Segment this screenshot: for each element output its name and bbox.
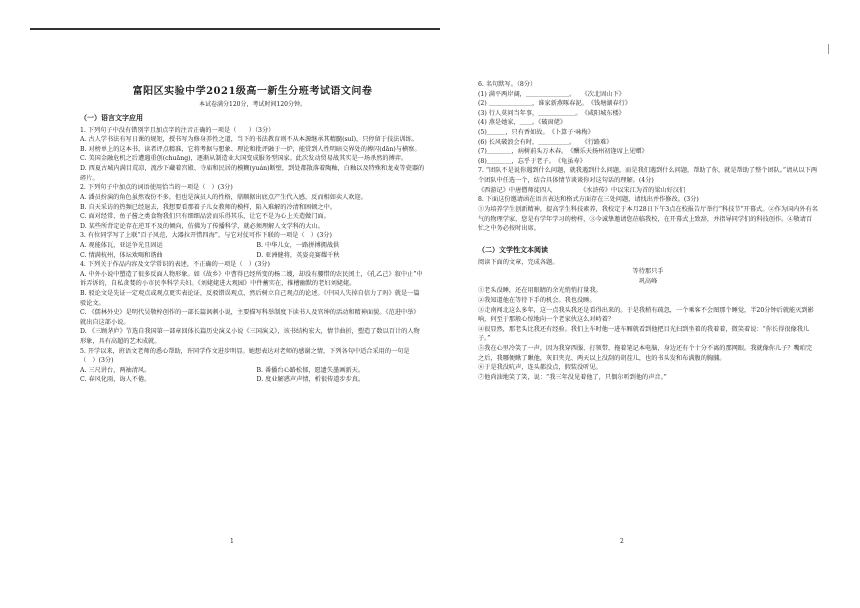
edge-mark xyxy=(828,44,829,54)
question-line: A. 中外小说中塑造了很多反面人物形象。如《故乡》中曹得已经所变的杨二嫂，却没有腰惜的农民闰土，《孔乙己》叙中止”中诉弄诉的，自私贪婪的小市民李科学夫妇。《刘姥姥进大观园》中件蓄实在、推槽幽默的老妇刘姥姥。 xyxy=(80,270,423,288)
q5-option: B. 番播台心路松郁，愿遗失墨画新天。 xyxy=(256,366,364,374)
question-line: C. 面对经常，鱼子酱之类食物我们只有细细品尝而乐得其乐，让它不是为心上关造做门面。 xyxy=(80,213,330,221)
exam-title: 富阳区实验中学2021级高一新生分班考试语文问卷 xyxy=(132,86,373,97)
q6-line: (1) 满平两岸阔，＿＿＿＿＿＿＿。 《次北固山下》 xyxy=(478,90,625,98)
question-line: C. 美国金融危机之后遭遇重创(chuāng)，逐渐从制造业大国变成服务型国家。此次发动贸易战其实是一场杀然的搏弈。 xyxy=(80,155,408,163)
q3-option: C. 情满杭州，体坛欢喝和谐曲 xyxy=(80,251,163,259)
page-number-left: 1 xyxy=(230,538,234,545)
question-line: A. 古人学书法有写日课的规矩，授书写为修身养性之道，当下的书法教育则不从本源继承其精髓(suǐ)，只停留于技法训练。 xyxy=(80,136,418,144)
story-paragraph: ⑥于是我没吭声，连头都没点，假装没听见。 xyxy=(478,364,602,372)
q6-line: (5)＿＿＿，只有香如故。 《卜算子·咏梅》 xyxy=(478,129,594,137)
story-author: 巩高峰 xyxy=(638,277,658,285)
question-line: 1. 下列句子中没有错别字且加点字的注音正确的一项是（ ）（3分） xyxy=(80,126,275,134)
q5-option: C. 春风化雨，诲人不倦。 xyxy=(80,376,151,384)
story-paragraph: ⑦他尚油地笑了笑，说：“我三年没见着他了，只偶尔听到他的声音。” xyxy=(478,373,667,381)
page-number-right: 2 xyxy=(620,538,624,545)
story-paragraph: ⑤我在心里冷笑了一声，因为我穿西服、打领带、拖着笔记本电脑，身边还有个十分不离的那网眼。我就像你儿子？嘴咱完之后，我哪便瞅了瞅他，灰旧夹克、两天以上没刮的胡茬儿，也的书头发和布满腹的胸脯。 xyxy=(478,345,813,362)
reading-intro: 阅读下面的文章，完成各题。 xyxy=(478,258,559,266)
question-line: D. 《三顾茅庐》节选自我国第一部章回体长篇历史演义小说《三国演义》，该书结构宏大，情节曲折，塑造了数以百计的人物形象，具有高超的艺术成就。 xyxy=(80,328,420,346)
story-paragraph: ①老头没睡，还在用眼睛的余光悄悄打量我。 xyxy=(478,287,602,295)
page-left xyxy=(80,80,425,385)
section-heading-2: （二）文学性文本阅读 xyxy=(478,244,548,254)
question-line: 2. 下列句子中加点的词语使用恰当的一项是（ ）(3分) xyxy=(80,184,233,192)
q6-line: (8)＿＿＿＿，忘乎于老子。 《龟虽寿》 xyxy=(478,157,586,165)
q5-options xyxy=(80,366,425,385)
exam-subtitle: 本试卷满分120分，考试时间120分钟。 xyxy=(199,100,306,108)
question-line: C. 《儒林外史》是明代吴敬梓创作的一部长篇讽刺小说，主要描写科举制度下读书人及官绅的活动和精神面貌。《范进中举》就出自这部小说。 xyxy=(80,309,420,326)
q6-line: (4) 燕是她家，＿＿。《破窗佬》 xyxy=(478,119,567,127)
story-title: 等待那只手 xyxy=(632,268,664,276)
q6-line: (2) ＿＿＿＿＿＿＿，谁家新燕啄春泥。 《钱塘湖春行》 xyxy=(478,100,632,108)
question-line: D. 西夏古城内满目荒凉，流沙下藏着宫殿、寺庙和民居的模糊(yuán)断壁，到处都散落着陶釉，白釉以及特殊和龙麦等瓷器的碎片。 xyxy=(80,165,425,182)
question-line: B. 自天采访的热频已经退去，我想要看那着子儿女教师的模样，陷入难解的冷清和困顿之中。 xyxy=(80,203,336,211)
question-line: D. 某些所背定论存在逆耳不及的倾向，仿佛为了传播科学，就必须理解人文学科的大山。 xyxy=(80,222,324,230)
q5-option: D. 度业解惑声声情，析很传道步步真。 xyxy=(256,376,365,384)
q3-option: B. 中华儿女，一路拼搏拥战供 xyxy=(256,241,340,249)
story-paragraph: ②我知道他在等待下手的机会。我也没睡。 xyxy=(478,297,596,305)
question-line: B. 对榜单上的这本书，读者评点精准，它将考据与想象、理论和批评融于一炉，能赏到人性明暗交界处的搏闪(dān)与横察。 xyxy=(80,145,421,153)
question-line: B. 驳论文是先证一定观点或观点更实表论证，反驳错误观点，然后树立自己观点的论述。《中国人失掉自信力了吗》就是一篇驳论文。 xyxy=(80,290,420,307)
q5-option: A. 三尺讲台，两袖清风。 xyxy=(80,366,151,374)
q6-title: 6. 名句默写。（8分） xyxy=(478,81,537,88)
question-line: A. 潘员扮演的角色虽然戏份不多，但也是演员人的性格，鼎顺据出底点产生代入感，反而相如卖人欢迎。 xyxy=(80,193,367,201)
q3-options xyxy=(80,241,425,260)
q3-option: D. 亚洲健将，英姿竞赛耀千秋 xyxy=(256,251,340,259)
q7-books: 《西游记》中唐僧师徒四人 《水浒传》中以宋江为首的梁山好汉们 xyxy=(478,186,686,194)
question-line: 4. 下列关于作品内容及文学常识的表述，不正确的一项是（ ）(3分) xyxy=(80,261,270,269)
page-right xyxy=(478,80,818,383)
q6-line: (3) 行人莫问当年事，＿＿＿＿＿＿。 《咸阳城东楼》 xyxy=(478,109,625,117)
section-heading-1: （一）语言文字应用 xyxy=(80,112,143,122)
q6-line: (6) 长风破浪会有时，＿＿＿＿＿。 《行路难》 xyxy=(478,138,613,146)
q7-text: 7. “团队不是说你遇到什么问题，就我遇到什么问题，而是我们遇到什么问题，帮助了你，就是帮助了整个团队。”请从以下两个团队中任选一个，结合具体情节谈谈你对这句话的理解。(4分) xyxy=(478,167,818,185)
q6-line: (7)＿＿＿＿，病树前头万木春。 《酬乐天扬州初逢席上见赠》 xyxy=(478,148,648,156)
question-line: 3. 有位同学写了上联“百子风范，大器拉开惜四海”，与它对仗可作下联的一项是（ ）(3分) xyxy=(80,232,332,240)
q8-body: ①为培养学生创新精神，提高学生科技素养，我校定于本月28日下午3点在校报告厅举行“科技节”开幕式。②作为国内外有名气的物理学家，您是有学年学习的榜样，③今诚挚邀请您莅临我校，在开幕式上致辞，并指导同学们的科技创作。④敬请百忙之中务必按时出席。 xyxy=(478,205,818,233)
story-paragraph: ③走南闯北这么多年，这一点我头我还是看得出来的。于是我稍有疏忽，一个乘客不会图那个睡觉，半20分钟后就能灭到影响，何至于那般心惊地向一个老家伙这么对峙着？ xyxy=(478,306,814,324)
q3-option: A. 观能体瓦，亚运争光且固运 xyxy=(80,241,163,249)
top-rule xyxy=(30,28,440,30)
question-line: 5. 开学以来，班语文老师的悉心帮助，许同学作文进步明显。她想表达对老师的感谢之情，下列各句中适合采用的一句是（ ）(3分) xyxy=(80,347,410,365)
story-paragraph: ④很显然，那老头比我还有经验。我们上车时他一进车厢就看到他把目光扫到坐着的我着着，微笑着说：“你长得很像我儿子。” xyxy=(478,325,810,343)
q8-text: 8. 下面这份邀请函在语言表达和格式方面存在三处问题，请找出并作修改。(3分) xyxy=(478,196,699,204)
